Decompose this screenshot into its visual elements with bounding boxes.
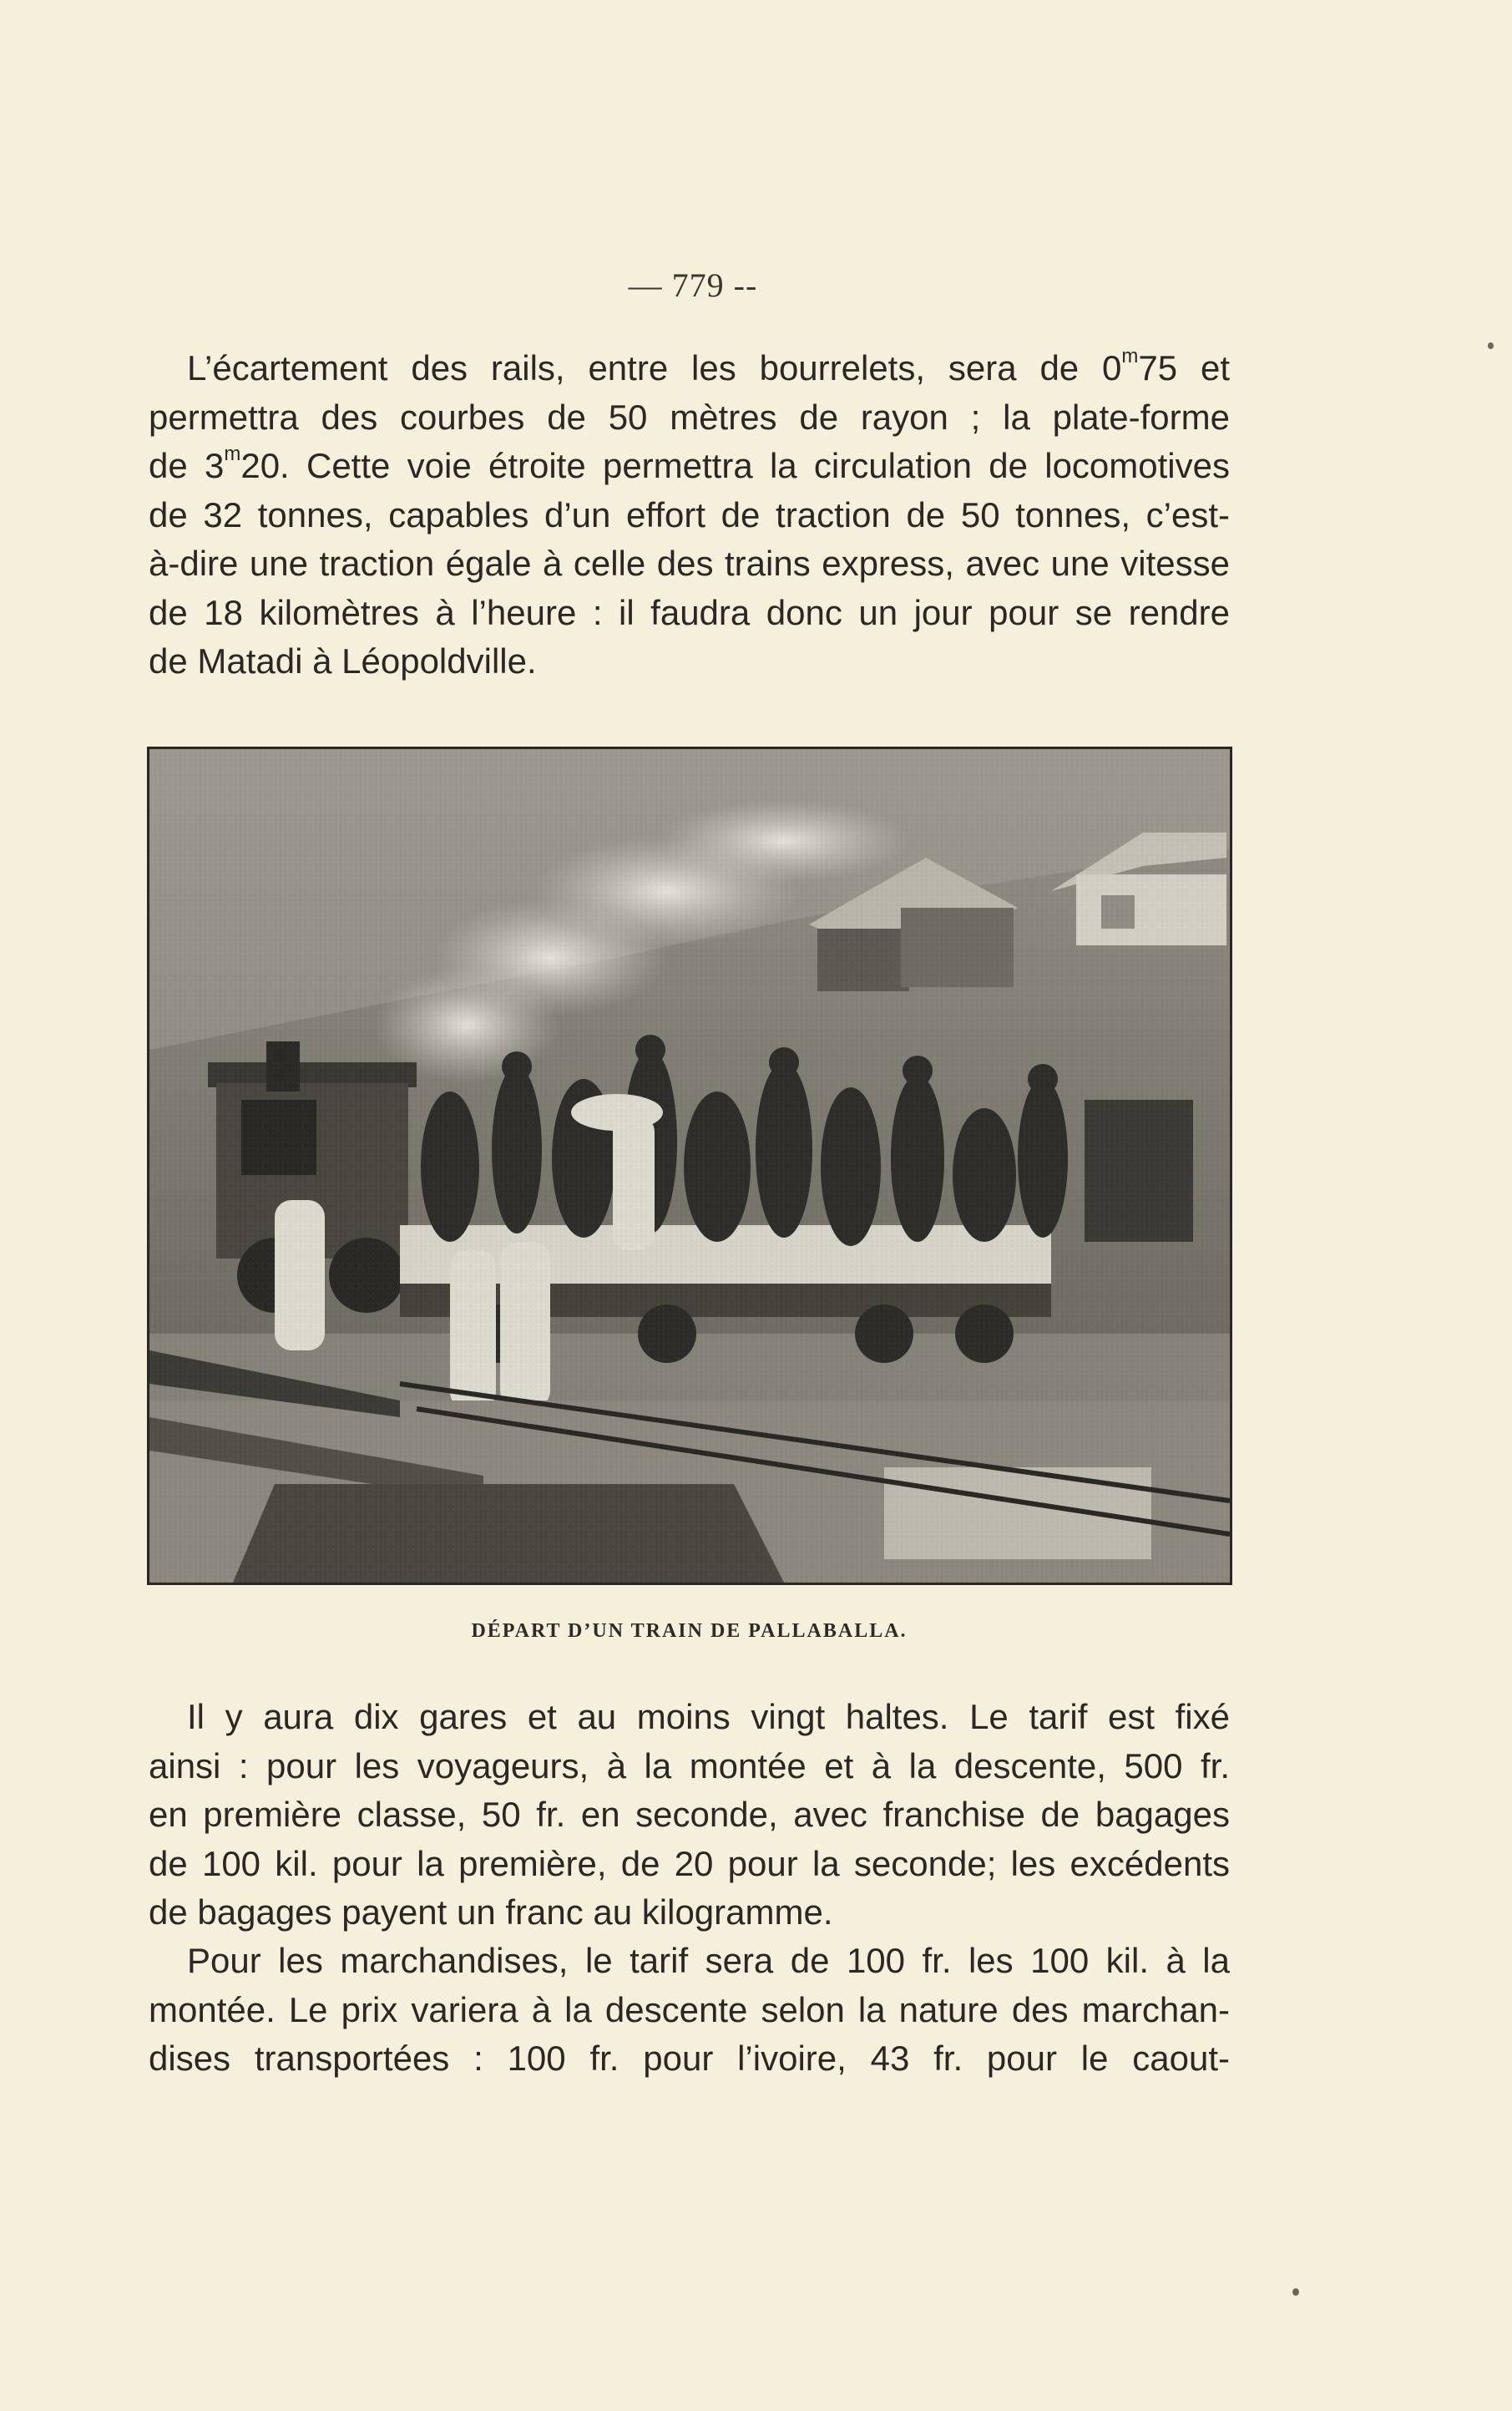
photo-illustration	[149, 749, 1230, 1583]
text-line: dises transportées : 100 fr. pour l’ivoire, 43 fr. pour le caout-	[149, 2039, 1230, 2078]
paper-speck	[1488, 342, 1494, 349]
text-line: de bagages payent un franc au kilogramme.	[149, 1892, 833, 1932]
text-line: de Matadi à Léopoldville.	[149, 641, 537, 681]
train-departure-photo	[147, 747, 1232, 1585]
photo-caption: DÉPART D’UN TRAIN DE PALLABALLA.	[471, 1620, 908, 1642]
text-line: permettra des courbes de 50 mètres de rayon ; la plate-forme	[149, 397, 1230, 437]
text-line: L’écartement des rails, entre les bourrelets, sera de 0$^m$75 et	[187, 345, 1230, 387]
paragraph-goods-tariff	[149, 1937, 1230, 2084]
paragraph-stations-tariff	[149, 1693, 1230, 1937]
text-line: de 32 tonnes, capables d’un effort de traction de 50 tonnes, c’est-	[149, 494, 1230, 534]
text-line: à-dire une traction égale à celle des trains express, avec une vitesse	[149, 544, 1230, 583]
text-line: de 3$^m$20. Cette voie étroite permettra la circulation de locomotives	[149, 443, 1230, 485]
text-line: en première classe, 50 fr. en seconde, avec franchise de bagages	[149, 1795, 1230, 1834]
paper-speck	[1292, 2288, 1299, 2296]
text-line: Pour les marchandises, le tarif sera de 100 fr. les 100 kil. à la	[187, 1941, 1230, 1980]
paragraph-track-gauge	[149, 344, 1230, 686]
text-line: de 100 kil. pour la première, de 20 pour la seconde; les excédents	[149, 1843, 1230, 1883]
page-number: — 779 --	[628, 266, 758, 304]
text-line: ainsi : pour les voyageurs, à la montée et à la descente, 500 fr.	[149, 1745, 1230, 1785]
text-line: montée. Le prix variera à la descente selon la nature des marchan-	[149, 1989, 1230, 2029]
text-line: Il y aura dix gares et au moins vingt haltes. Le tarif est fixé	[187, 1697, 1230, 1736]
text-line: de 18 kilomètres à l’heure : il faudra donc un jour pour se rendre	[149, 592, 1230, 632]
